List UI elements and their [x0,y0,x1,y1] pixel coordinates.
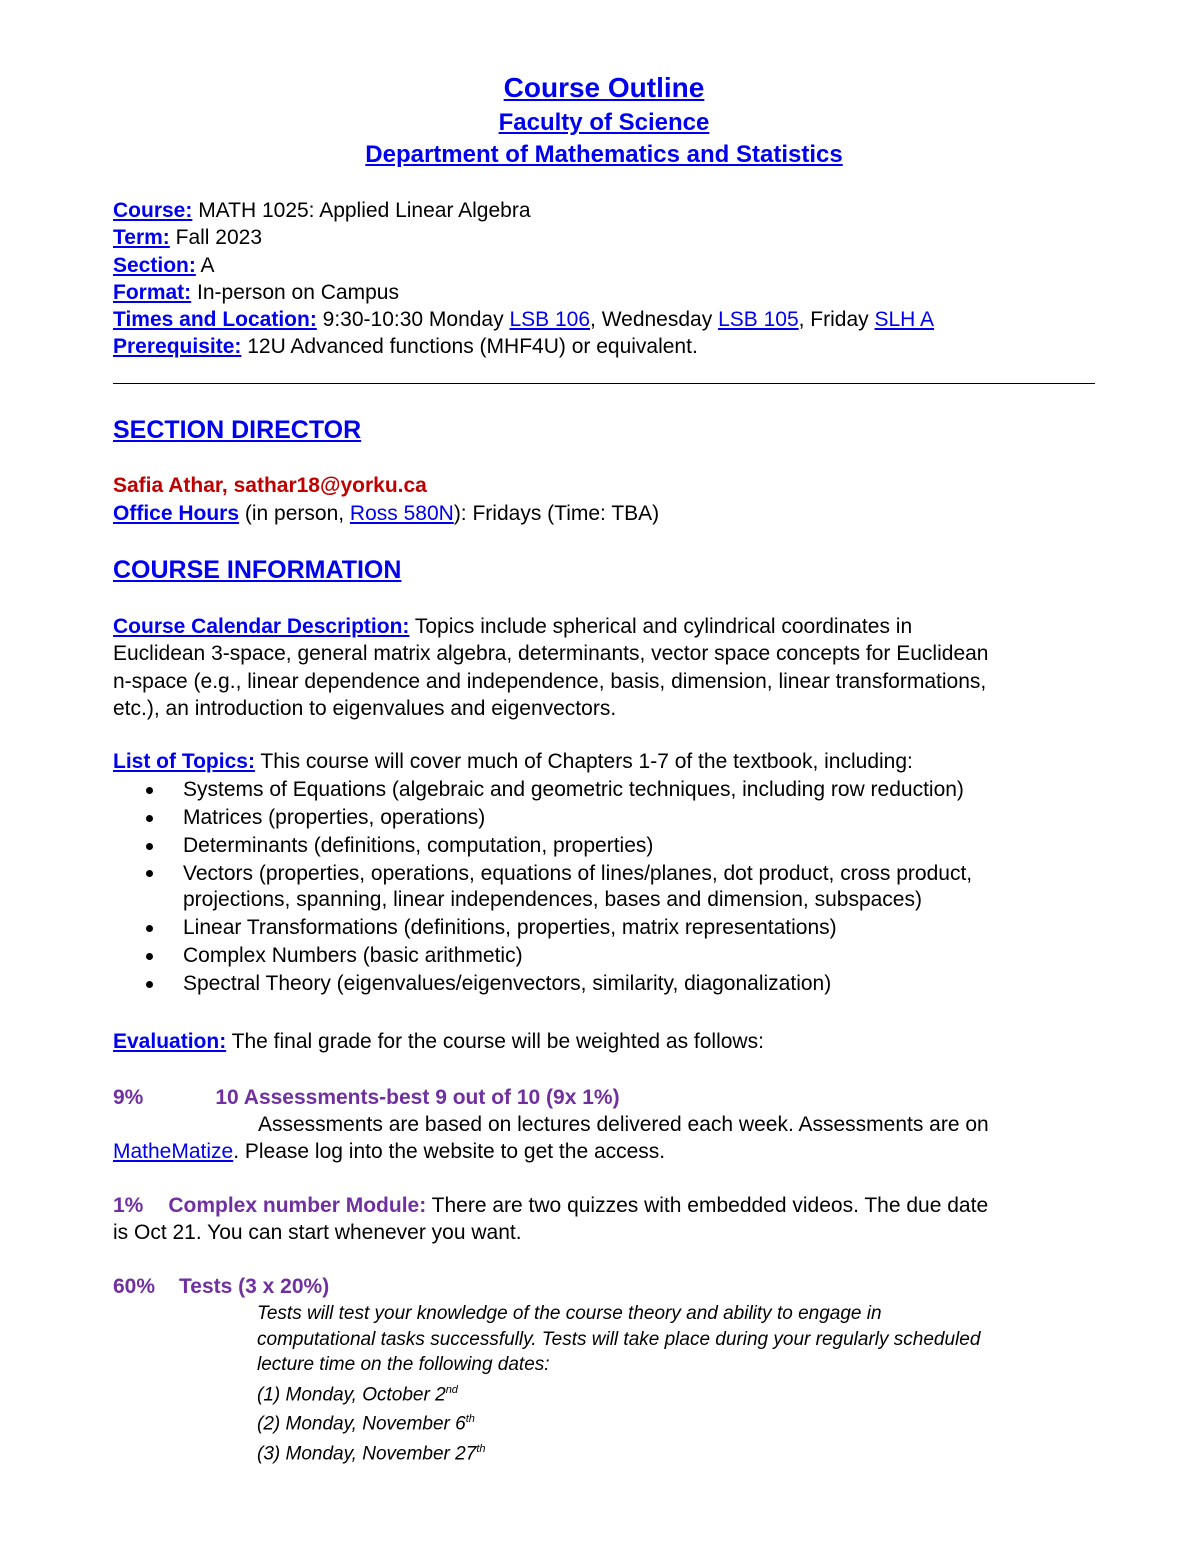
term-row [113,225,262,251]
calendar-description [113,613,1095,722]
director-name-email: Safia Athar, sathar18@yorku.ca [113,474,427,497]
faculty-title: Faculty of Science [498,109,710,136]
tests-line-3: lecture time on the following dates: [257,1354,550,1375]
bullet-icon [146,981,153,988]
page-title: Course Outline [503,72,705,103]
section-label: Section: [113,254,196,277]
term-label: Term: [113,226,170,249]
office-hours-label: Office Hours [113,502,240,525]
department-title: Department of Mathematics and Statistics [365,141,843,168]
complex-title: Complex number Module: [168,1194,427,1217]
topics-intro-row [113,749,913,775]
calendar-label: Course Calendar Description: [113,615,410,638]
section-row [113,253,215,279]
section-director-heading: SECTION DIRECTOR [113,416,362,444]
test-date-3-suffix: th [476,1443,486,1456]
format-row [113,280,399,306]
list-item [113,832,1095,860]
complex-line-2: is Oct 21. You can start whenever you want. [113,1221,522,1244]
times-separator-1: , Wednesday [590,308,719,331]
calendar-line-4: etc.), an introduction to eigenvalues and eigenvectors. [113,696,617,720]
calendar-line-1: Topics include spherical and cylindrical coordinates in [409,615,913,638]
assessments-line-2 [113,1139,665,1165]
term-value: Fall 2023 [169,226,263,249]
divider [113,383,1095,384]
list-item [113,804,1095,832]
times-location-row [113,307,934,333]
topic-text: Determinants (definitions, computation, properties) [183,834,654,857]
test-date-3 [257,1437,1097,1467]
topic-text: Vectors (properties, operations, equations of lines/planes, dot product, cross product, [183,862,973,885]
assessments-line-1: Assessments are based on lectures delivered each week. Assessments are on [258,1113,989,1136]
complex-line-1: There are two quizzes with embedded videos. The due date [426,1194,989,1217]
office-hours-row [113,501,659,527]
test-date-1-text: (1) Monday, October 2 [257,1383,446,1405]
bullet-icon [146,843,153,850]
evaluation-intro: The final grade for the course will be weighted as follows: [226,1030,764,1053]
course-label: Course: [113,199,193,222]
tests-line-1: Tests will test your knowledge of the course theory and ability to engage in [257,1303,882,1324]
times-label: Times and Location: [113,308,317,331]
location-link-lsb105[interactable]: LSB 105 [718,308,799,331]
office-room-link[interactable]: Ross 580N [349,502,454,525]
bullet-icon [146,870,153,877]
assessments-percent: 9% [113,1086,144,1109]
evaluation-label: Evaluation: [113,1030,227,1053]
test-date-1-suffix: nd [445,1383,458,1396]
format-label: Format: [113,281,192,304]
tests-description [257,1301,1097,1467]
topic-text: Linear Transformations (definitions, properties, matrix representations) [183,916,837,939]
course-row [113,198,531,224]
course-information-heading: COURSE INFORMATION [113,556,402,584]
test-date-2-suffix: th [465,1413,475,1426]
topic-text-continued: projections, spanning, linear independences, bases and dimension, subspaces) [183,888,922,911]
topics-list [113,776,1095,998]
topic-text: Matrices (properties, operations) [183,806,486,829]
bullet-icon [146,925,153,932]
section-value: A [195,254,215,277]
mathematize-link[interactable]: MatheMatize [113,1140,234,1163]
assessments-header [113,1085,620,1111]
tests-header [113,1274,329,1300]
calendar-line-2: Euclidean 3-space, general matrix algebra, determinants, vector space concepts for Euclidean [113,642,989,666]
complex-percent: 1% [113,1194,144,1217]
topics-intro: This course will cover much of Chapters 1-7 of the textbook, including: [254,750,913,773]
tests-line-2: computational tasks successfully. Tests will take place during your regularly scheduled [257,1328,981,1350]
calendar-line-3: n-space (e.g., linear dependence and independence, basis, dimension, linear transformations, [113,669,987,693]
office-hours-post: ): Fridays (Time: TBA) [453,502,660,525]
list-item [113,914,1095,942]
test-date-2-text: (2) Monday, November 6 [257,1413,466,1435]
complex-module-row [113,1193,988,1219]
location-link-slha[interactable]: SLH A [874,308,935,331]
times-value: 9:30-10:30 Monday [316,308,510,331]
list-item [113,860,1095,914]
bullet-icon [146,787,153,794]
topic-text: Systems of Equations (algebraic and geometric techniques, including row reduction) [183,778,964,801]
test-date-3-text: (3) Monday, November 27 [257,1443,477,1465]
list-item [113,776,1095,804]
topic-text: Spectral Theory (eigenvalues/eigenvectors, similarity, diagonalization) [183,972,832,995]
location-link-lsb106[interactable]: LSB 106 [509,308,591,331]
tests-title: Tests (3 x 20%) [179,1275,330,1298]
assessments-line-2-text: . Please log into the website to get the access. [233,1140,666,1163]
topics-label: List of Topics: [113,750,255,773]
list-item [113,942,1095,970]
test-date-2 [257,1407,1097,1437]
assessments-title: 10 Assessments-best 9 out of 10 (9x 1%) [215,1086,620,1109]
bullet-icon [146,953,153,960]
list-item [113,970,1095,998]
office-hours-pre: (in person, [239,502,350,525]
bullet-icon [146,815,153,822]
test-date-1 [257,1378,1097,1408]
topic-text: Complex Numbers (basic arithmetic) [183,944,523,967]
times-separator-2: , Friday [798,308,875,331]
prerequisite-label: Prerequisite: [113,335,242,358]
prerequisite-value: 12U Advanced functions (MHF4U) or equivalent. [241,335,698,358]
course-value: MATH 1025: Applied Linear Algebra [192,199,531,222]
evaluation-intro-row [113,1029,764,1055]
tests-percent: 60% [113,1275,156,1298]
format-value: In-person on Campus [191,281,399,304]
prerequisite-row [113,334,698,360]
